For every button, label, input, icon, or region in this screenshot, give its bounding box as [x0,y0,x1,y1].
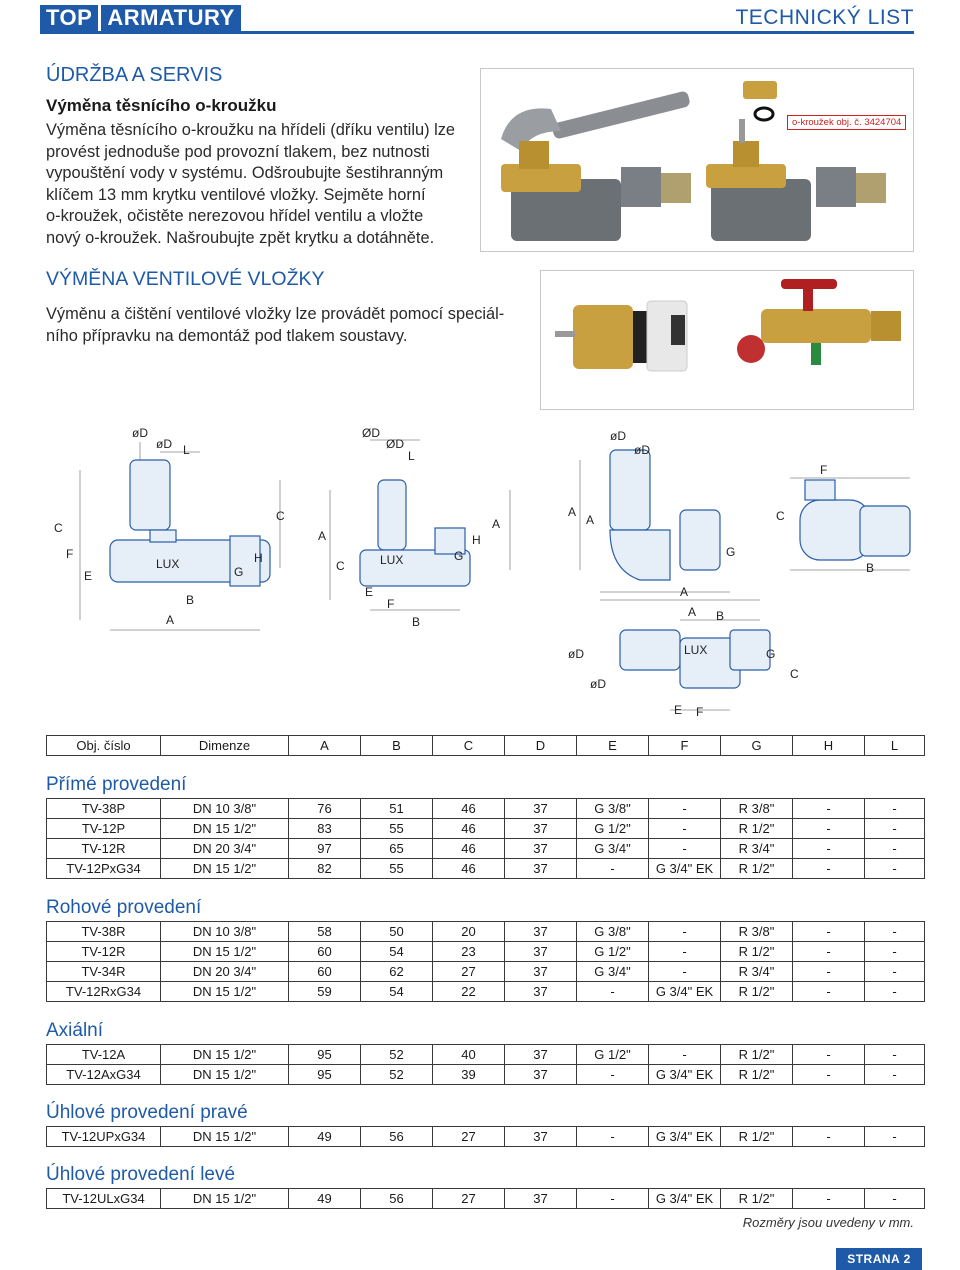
table-cell: 23 [433,942,505,962]
table-row [47,942,925,962]
table-cell: R 1/2" [721,819,793,839]
table-cell: 37 [505,819,577,839]
table-cell: 37 [505,799,577,819]
table-cell: G 1/2" [577,942,649,962]
table-cell: R 1/2" [721,1127,793,1147]
table-cell: TV-38R [47,922,161,942]
column-header: B [361,736,433,756]
table-cell: G 1/2" [577,819,649,839]
dim-label: F [387,597,395,611]
logo-top: TOP [40,5,98,31]
table-cell: 60 [289,942,361,962]
dim-label: B [186,593,195,607]
dim-label: C [276,509,285,523]
oring-icon [755,108,773,120]
table-cell: TV-12PxG34 [47,859,161,879]
text-line: ního přípravku na demontáž pod tlakem soustavy. [46,326,408,345]
dim-label: A [680,585,689,599]
table-cell: 37 [505,962,577,982]
table-cell: 27 [433,1189,505,1209]
table-cell: TV-12ULxG34 [47,1189,161,1209]
insert-title: VÝMĚNA VENTILOVÉ VLOŽKY [46,268,325,290]
table-cell: - [793,942,865,962]
table-cell: G 1/2" [577,1045,649,1065]
table-cell: DN 15 1/2" [161,1065,289,1085]
table-cell: DN 15 1/2" [161,1127,289,1147]
table-cell: G 3/4" EK [649,1127,721,1147]
dim-label: E [365,585,374,599]
dim-label: L [408,449,415,463]
dim-label: øD [590,677,606,691]
table-cell: G 3/4" EK [649,1065,721,1085]
table-cell: - [865,942,925,962]
table-cell: 59 [289,982,361,1002]
column-header: A [289,736,361,756]
table-cell: - [865,799,925,819]
brand-logo [40,5,241,31]
lux-label: LUX [156,557,180,571]
table-header-row [47,736,925,756]
table-cell: DN 15 1/2" [161,982,289,1002]
table-cell: 37 [505,982,577,1002]
spec-table-header [46,735,925,756]
table-cell: TV-38P [47,799,161,819]
table-cell: 49 [289,1189,361,1209]
dim-label: C [790,667,799,681]
table-cell: TV-12R [47,942,161,962]
table-row [47,1127,925,1147]
text-line: vypouštění vody v systému. Odšroubujte šestihranným [46,164,444,182]
dim-label: H [254,551,263,565]
table-row [47,1189,925,1209]
table-cell: - [577,1189,649,1209]
dim-label: C [336,559,345,573]
table-cell: - [865,1189,925,1209]
table-cell: - [649,819,721,839]
table-cell: TV-12R [47,839,161,859]
column-header: Obj. číslo [47,736,161,756]
lux-label: LUX [684,643,708,657]
column-header: H [793,736,865,756]
dim-label: E [674,703,683,717]
table-cell: 54 [361,982,433,1002]
text-line: nový o-kroužek. Našroubujte zpět krytku a dotáhněte. [46,228,435,247]
dim-label: A [568,505,577,519]
table-cell: 46 [433,839,505,859]
table-cell: 22 [433,982,505,1002]
table-cell: DN 15 1/2" [161,942,289,962]
table-cell: - [649,839,721,859]
insert-tool-photo [540,270,914,410]
spec-table-group [46,1188,925,1209]
column-header: L [865,736,925,756]
header-divider [40,31,914,34]
table-cell: 65 [361,839,433,859]
table-cell: 39 [433,1065,505,1085]
table-cell: G 3/4" EK [649,982,721,1002]
table-cell: 52 [361,1065,433,1085]
table-cell: TV-12RxG34 [47,982,161,1002]
table-cell: - [649,922,721,942]
dim-label: ØD [386,437,404,451]
table-cell: 20 [433,922,505,942]
table-cell: DN 10 3/8" [161,922,289,942]
text-line: Výměnu a čištění ventilové vložky lze provádět pomocí speciál- [46,305,505,323]
table-cell: R 1/2" [721,942,793,962]
table-row [47,819,925,839]
table-cell: 82 [289,859,361,879]
table-cell: 55 [361,819,433,839]
table-cell: 37 [505,839,577,859]
table-cell: - [865,1065,925,1085]
maintenance-title: ÚDRŽBA A SERVIS [46,64,223,86]
table-cell: 49 [289,1127,361,1147]
footnote: Rozměry jsou uvedeny v mm. [742,1215,914,1230]
table-cell: 52 [361,1045,433,1065]
dim-label: A [586,513,595,527]
dim-label: B [716,609,725,623]
table-cell: - [865,962,925,982]
table-cell: G 3/8" [577,922,649,942]
dim-label: A [688,605,697,619]
maintenance-text [46,120,476,249]
table-cell: 40 [433,1045,505,1065]
dim-label: G [454,549,464,563]
table-cell: 55 [361,859,433,879]
table-cell: TV-12P [47,819,161,839]
page-number: STRANA 2 [836,1248,922,1270]
spec-table-group [46,921,925,1002]
dim-label: A [492,517,501,531]
oring-part-label: o-kroužek obj. č. 3424704 [787,115,906,130]
table-cell: TV-12A [47,1045,161,1065]
table-cell: 50 [361,922,433,942]
table-cell: DN 15 1/2" [161,1189,289,1209]
table-cell: 37 [505,1189,577,1209]
table-cell: - [577,1065,649,1085]
table-cell: - [793,839,865,859]
table-cell: - [577,1127,649,1147]
table-cell: - [865,922,925,942]
dim-label: E [84,569,93,583]
table-cell: - [865,1045,925,1065]
table-cell: 37 [505,922,577,942]
spec-table-group [46,1044,925,1085]
table-cell: R 3/4" [721,962,793,982]
table-cell: 97 [289,839,361,859]
table-cell: 27 [433,962,505,982]
table-cell: R 3/8" [721,922,793,942]
table-cell: 95 [289,1065,361,1085]
table-cell: R 3/8" [721,799,793,819]
dim-label: G [766,647,776,661]
group-title: Přímé provedení [46,774,187,795]
group-title: Axiální [46,1020,104,1041]
dim-label: C [54,521,63,535]
column-header: G [721,736,793,756]
table-row [47,982,925,1002]
table-cell: R 1/2" [721,1065,793,1085]
dim-label: øD [610,429,626,443]
table-cell: DN 20 3/4" [161,962,289,982]
table-cell: - [793,1065,865,1085]
insert-text [46,304,526,347]
table-cell: - [793,799,865,819]
group-title: Úhlové provedení pravé [46,1102,248,1123]
column-header: Dimenze [161,736,289,756]
table-cell: TV-12UPxG34 [47,1127,161,1147]
dim-label: F [696,705,704,719]
table-cell: 60 [289,962,361,982]
table-cell: - [865,982,925,1002]
table-cell: 51 [361,799,433,819]
table-cell: - [649,1045,721,1065]
table-cell: 37 [505,1127,577,1147]
table-cell: 46 [433,799,505,819]
table-cell: - [793,982,865,1002]
table-cell: - [793,1045,865,1065]
technical-drawings [40,420,920,730]
table-cell: - [793,962,865,982]
dim-label: H [472,533,481,547]
table-cell: - [793,1127,865,1147]
column-header: D [505,736,577,756]
table-cell: 37 [505,859,577,879]
table-row [47,922,925,942]
column-header: C [433,736,505,756]
table-cell: 37 [505,1065,577,1085]
dim-label: B [412,615,421,629]
table-cell: - [649,799,721,819]
dim-label: B [866,561,875,575]
dim-label: øD [156,437,172,451]
column-header: E [577,736,649,756]
table-cell: - [865,859,925,879]
dim-label: øD [568,647,584,661]
table-cell: DN 15 1/2" [161,859,289,879]
table-cell: G 3/8" [577,799,649,819]
table-cell: - [793,819,865,839]
text-line: o-kroužek, očistěte nerezovou hřídel ventilu a vložte [46,207,424,225]
lux-label: LUX [380,553,404,567]
dim-label: L [183,443,190,457]
table-cell: R 1/2" [721,982,793,1002]
table-cell: 37 [505,1045,577,1065]
dim-label: A [166,613,175,627]
table-row [47,1045,925,1065]
table-cell: R 1/2" [721,859,793,879]
dim-label: F [820,463,828,477]
table-cell: DN 15 1/2" [161,1045,289,1065]
table-cell: G 3/4" EK [649,1189,721,1209]
table-cell: 46 [433,819,505,839]
table-cell: - [577,982,649,1002]
table-row [47,962,925,982]
table-cell: G 3/4" [577,839,649,859]
dim-label: G [726,545,736,559]
table-cell: - [793,859,865,879]
dim-label: G [234,565,244,579]
table-cell: 83 [289,819,361,839]
dim-label: F [66,547,74,561]
text-line: provést jednoduše pod provozní tlakem, bez nutnosti [46,142,430,161]
table-cell: - [793,1189,865,1209]
table-row [47,799,925,819]
table-cell: R 3/4" [721,839,793,859]
table-cell: - [577,859,649,879]
table-row [47,1065,925,1085]
insert-tool-illustration [541,271,913,409]
table-cell: 95 [289,1045,361,1065]
table-cell: 58 [289,922,361,942]
table-cell: 76 [289,799,361,819]
table-cell: 54 [361,942,433,962]
table-cell: R 1/2" [721,1045,793,1065]
spec-table-group [46,798,925,879]
table-cell: G 3/4" [577,962,649,982]
table-cell: 46 [433,859,505,879]
table-cell: 37 [505,942,577,962]
oring-subtitle: Výměna těsnícího o-kroužku [46,96,277,115]
group-title: Rohové provedení [46,897,202,918]
table-cell: - [793,922,865,942]
table-cell: TV-34R [47,962,161,982]
table-cell: - [649,962,721,982]
text-line: Výměna těsnícího o-kroužku na hřídeli (dříku ventilu) lze [46,121,456,139]
wrench-valve-illustration [481,69,913,251]
spec-table-group [46,1126,925,1147]
table-cell: R 1/2" [721,1189,793,1209]
table-cell: 62 [361,962,433,982]
hex-cap-icon [743,81,777,99]
table-cell: - [649,942,721,962]
table-cell: - [865,819,925,839]
text-line: klíčem 13 mm krytku ventilové vložky. Sejměte horní [46,185,426,204]
table-cell: 27 [433,1127,505,1147]
dim-label: C [776,509,785,523]
dim-label: ØD [362,426,380,440]
document-type-title: TECHNICKÝ LIST [735,6,914,29]
table-cell: 56 [361,1127,433,1147]
table-cell: G 3/4" EK [649,859,721,879]
table-row [47,839,925,859]
table-row [47,859,925,879]
group-title: Úhlové provedení levé [46,1164,236,1185]
oring-replacement-photo [480,68,914,252]
table-cell: TV-12AxG34 [47,1065,161,1085]
table-cell: DN 10 3/8" [161,799,289,819]
column-header: F [649,736,721,756]
table-cell: - [865,839,925,859]
logo-armatury: ARMATURY [101,5,240,31]
table-cell: 56 [361,1189,433,1209]
table-cell: - [865,1127,925,1147]
table-cell: DN 20 3/4" [161,839,289,859]
dim-label: øD [634,443,650,457]
table-cell: DN 15 1/2" [161,819,289,839]
dim-label: øD [132,426,148,440]
dim-label: A [318,529,327,543]
